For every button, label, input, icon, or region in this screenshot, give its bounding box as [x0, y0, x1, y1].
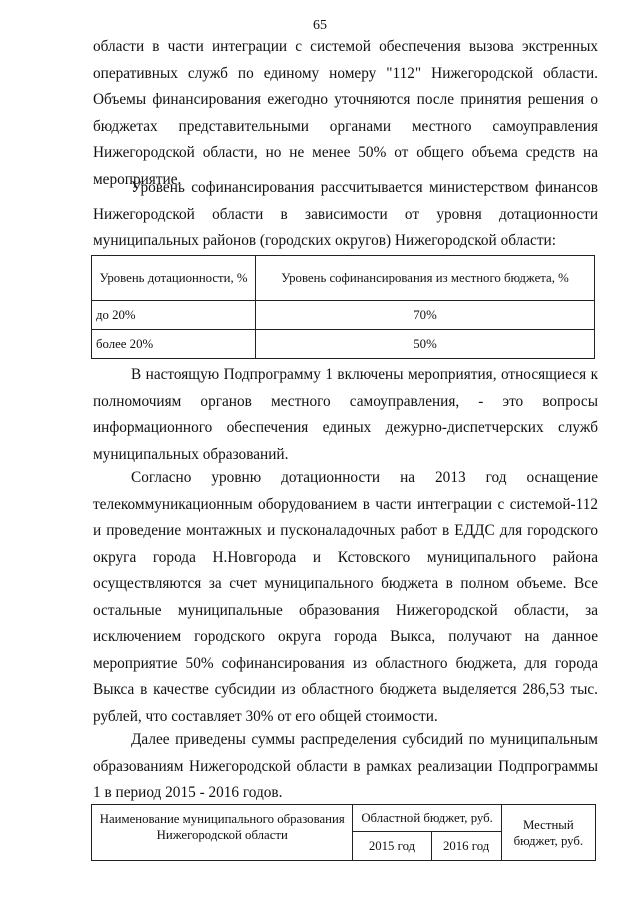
header-regional-budget: Областной бюджет, руб. [353, 805, 501, 832]
paragraph-cofinancing-level: Уровень софинансирования рассчитывается министерством финансов Нижегородской области в зависимости от уровня дотационности муниципальных районов (городских округов) Нижегородской области: [93, 179, 598, 249]
header-cofinancing-level: Уровень софинансирования из местного бюджета, % [256, 256, 595, 301]
cofinancing-table [91, 255, 595, 359]
level-cell: до 20% [92, 301, 256, 330]
paragraph-funding-volumes: области в части интеграции с системой обеспечения вызова экстренных оперативных служб по единому номеру "112" Нижегородской области. Объемы финансирования ежегодно уточняются после принятия решения о бюджетах представительными органами местного самоуправления Нижегородской области, но не менее 50% от общего объема средств на мероприятие. [93, 38, 598, 188]
value-cell: 70% [256, 301, 595, 330]
header-year-2015: 2015 год [353, 832, 431, 861]
level-cell: более 20% [92, 330, 256, 359]
table-row [92, 301, 595, 330]
paragraph-subprogram-scope: В настоящую Подпрограмму 1 включены мероприятия, относящиеся к полномочиям органов местного самоуправления, - это вопросы информационного обеспечения единых дежурно-диспетчерских служб муниципальных образований. [93, 366, 598, 463]
table-row [92, 330, 595, 359]
header-subsidy-level: Уровень дотационности, % [92, 256, 256, 301]
value-cell: 50% [256, 330, 595, 359]
page-number: 65 [313, 18, 327, 33]
header-municipality-name: Наименование муниципального образования Нижегородской области [92, 805, 353, 861]
header-local-budget: Местный бюджет, руб. [501, 805, 595, 861]
paragraph-distribution-intro: Далее приведены суммы распределения субсидий по муниципальным образованиям Нижегородской области в рамках реализации Подпрограммы 1 в период 2015 - 2016 годов. [93, 731, 598, 801]
subsidy-distribution-table [91, 804, 596, 861]
paragraph-subsidy-details: Согласно уровню дотационности на 2013 год оснащение телекоммуникационным оборудованием в части интеграции с системой-112 и проведение монтажных и пусконаладочных работ в ЕДДС для городского округа города Н.Новгорода и Кстовского муниципального района осуществляются за счет муниципального бюджета в полном объеме. Все остальные муниципальные образования Нижегородской области, за исключением городского округа города Выкса, получают на данное мероприятие 50% софинансирования из областного бюджета, для города Выкса в качестве субсидии из областного бюджета выделяется 286,53 тыс. рублей, что составляет 30% от его общей стоимости. [93, 469, 598, 725]
cofinancing-table-header [92, 256, 595, 301]
subsidy-table-header-row [92, 805, 596, 832]
header-year-2016: 2016 год [431, 832, 501, 861]
